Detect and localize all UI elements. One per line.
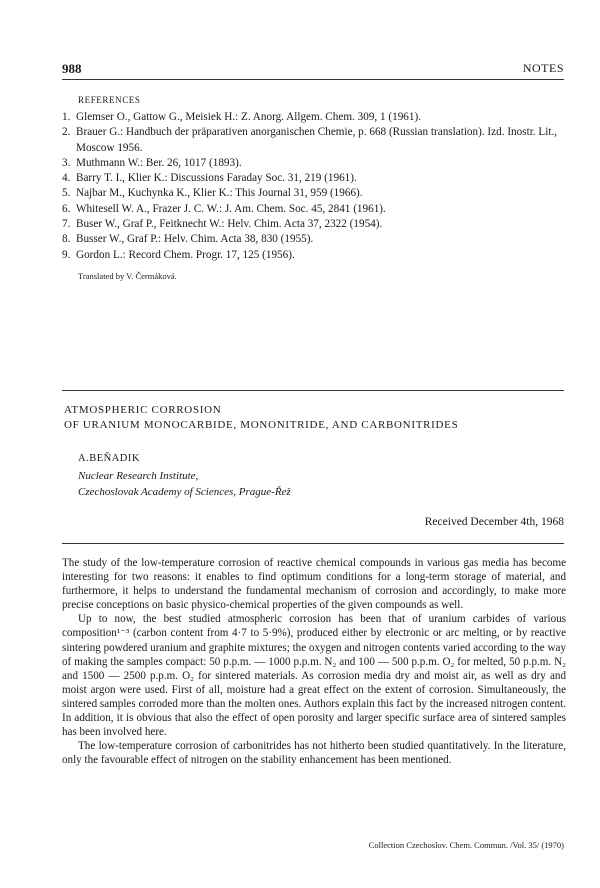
body-paragraph: The study of the low-temperature corrosion of reactive chemical compounds in various gas media has become interesting for two reasons: it enables to find optimum conditions for a long-term storage of material, and furthermore, it helps to understand the fundamental mechanism of corrosion and accordingly, to make more precise conceptions on basic physico-chemical properties of the given compounds as well. — [62, 557, 566, 612]
reference-text: Muthmann W.: Ber. 26, 1017 (1893). — [76, 156, 242, 169]
article-body — [62, 556, 566, 767]
page-number: 988 — [62, 61, 82, 76]
reference-text: Barry T. I., Klier K.: Discussions Faraday Soc. 31, 219 (1961). — [76, 172, 357, 185]
reference-number: 7. — [62, 218, 71, 231]
body-paragraph: Up to now, the best studied atmospheric corrosion has been that of uranium carbides of various composition¹⁻³ (carbon content from 4·7 to 5·9%), produced either by electronic or arc melting, or by reactive sintering powdered uranium and graphite mixtures; the oxygen and nitrogen contents varied according to the way of making the samples compact: 50 p.p.m. — 1000 p.p.m. N₂ and 100 — 500 p.p.m. O₂ for melted, 50 p.p.m. N₂ and 1500 — 2500 p.p.m. O₂ for sintered materials. As corrosion media dry and moist air, as well as dry and moist argon were used. First of all, moisture had a great effect on the extent of corrosion. Simultaneously, the sintered samples corroded more than the molten ones. Authors explain this fact by the increased nitrogen content. In addition, it is obvious that also the effect of open porosity and larger specific surface area of sintered samples has been involved here. — [62, 613, 566, 739]
journal-footer: Collection Czechoslov. Chem. Commun. /Vol. 35/ (1970) — [368, 840, 564, 850]
translator-credit: Translated by V. Čermáková. — [78, 271, 177, 281]
reference-number: 4. — [62, 172, 71, 185]
reference-number: 6. — [62, 202, 71, 215]
reference-number: 5. — [62, 187, 71, 200]
reference-text: Glemser O., Gattow G., Meisiek H.: Z. Anorg. Allgem. Chem. 309, 1 (1961). — [76, 111, 422, 123]
reference-number: 9. — [62, 248, 71, 261]
reference-item — [62, 125, 566, 156]
affiliation-line: Nuclear Research Institute, — [78, 470, 199, 482]
abstract-rule — [62, 543, 564, 544]
article-title-line: ATMOSPHERIC CORROSION — [64, 404, 222, 416]
article-title — [64, 403, 458, 433]
reference-item — [62, 217, 566, 232]
article-title-line: OF URANIUM MONOCARBIDE, MONONITRIDE, AND CARBONITRIDES — [64, 419, 459, 431]
reference-number: 8. — [62, 233, 71, 246]
reference-item — [62, 232, 566, 247]
header-rule — [62, 79, 564, 80]
reference-text: Whitesell W. A., Frazer J. C. W.: J. Am. Chem. Soc. 45, 2841 (1961). — [76, 202, 386, 215]
reference-item — [62, 186, 566, 201]
reference-text: Busser W., Graf P.: Helv. Chim. Acta 38, 830 (1955). — [76, 233, 314, 246]
references-list — [62, 110, 566, 263]
author-affiliation — [78, 469, 291, 500]
reference-text: Buser W., Graf P., Feitknecht W.: Helv. Chim. Acta 37, 2322 (1954). — [76, 218, 383, 231]
reference-item — [62, 171, 566, 186]
references-heading: REFERENCES — [78, 95, 141, 105]
reference-item — [62, 248, 566, 263]
page-header — [62, 61, 564, 77]
reference-text: Najbar M., Kuchynka K., Klier K.: This Journal 31, 959 (1966). — [76, 187, 363, 200]
reference-item — [62, 110, 566, 125]
article-author: A.BEŇADIK — [78, 453, 140, 464]
reference-text: Gordon L.: Record Chem. Progr. 17, 125 (1956). — [76, 248, 295, 261]
reference-item — [62, 156, 566, 171]
affiliation-line: Czechoslovak Academy of Sciences, Prague-Řež — [78, 485, 291, 498]
running-head: NOTES — [522, 61, 564, 75]
reference-number: 2. — [62, 126, 71, 139]
reference-item — [62, 202, 566, 217]
section-rule — [62, 390, 564, 391]
reference-number: 1. — [62, 111, 71, 123]
reference-number: 3. — [62, 156, 71, 169]
reference-text: Brauer G.: Handbuch der präparativen anorganischen Chemie, p. 668 (Russian translation). Izd. Inostr. Lit., Moscow 1956. — [76, 126, 558, 154]
received-date: Received December 4th, 1968 — [424, 516, 564, 528]
body-paragraph: The low-temperature corrosion of carbonitrides has not hitherto been studied quantitatively. In the literature, only the favourable effect of nitrogen on the stability enhancement has been mentioned. — [62, 740, 566, 767]
